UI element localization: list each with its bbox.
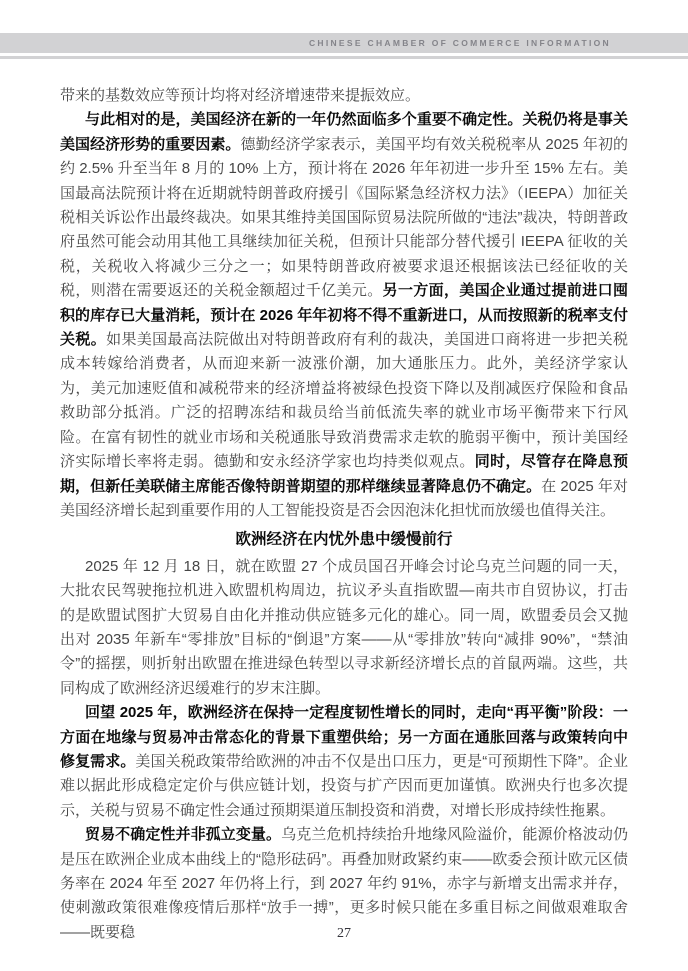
document-body: [60, 84, 628, 945]
text-run: 带来的基数效应等预计均将对经济增速带来提振效应。: [60, 87, 421, 104]
text-run: 如果美国最高法院做出对特朗普政府有利的裁决，美国进口商将进一步把关税成本转嫁给消费者，从而迎来新一波涨价潮，加大通胀压力。此外，美经济学家认为，美元加速贬值和减税带来的经济增益将被绿色投资下降以及削减医疗保险和食品救助部分抵消。广泛的招聘冻结和裁员给当前低流失率的就业市场平衡带来下行风险。在富有韧性的就业市场和关税通胀导致消费需求走软的脆弱平衡中，预计美国经济实际增长率将走弱。德勤和安永经济学家也均持类似观点。: [60, 331, 628, 471]
paragraph: [60, 701, 628, 823]
paragraph: [60, 555, 628, 701]
paragraph: [60, 108, 628, 523]
bold-text-run: 另一方面，美国企业通过提前进口囤积的库存已大量消耗，预计在 2026 年年初将不得不重新进口，从而按照新的税率支付关税。: [60, 282, 628, 349]
page-footer: [0, 924, 688, 942]
text-run: 德勤经济学家表示，美国平均有效关税税率从 2025 年初的约 2.5% 升至当年 8 月的 10% 上方，预计将在 2026 年年初进一步升至 15% 左右。美国最高法院预计将在近期就特朗普政府援引《国际紧急经济权力法》（IEEPA）加征关税相关诉讼作出最终裁决。如果其维持美国国际贸易法院所做的“违法”裁决，特朗普政府虽然可能会动用其他工具继续加征关税，但预计只能部分替代援引 IEEPA 征收的关税，关税收入将减少三分之一；如果特朗普政府被要求退还根据该法已经征收的关税，则潜在需要返还的关税金额超过千亿美元。: [60, 135, 628, 300]
text-run: 美国关税政策带给欧洲的冲击不仅是出口压力，更是“可预期性下降”。企业难以据此形成稳定定价与供应链计划，投资与扩产因而更加谨慎。欧洲央行也多次提示，关税与贸易不确定性会通过预期渠道压制投资和消费，对增长形成持续性拖累。: [60, 752, 628, 819]
paragraph: [60, 84, 628, 108]
text-run: 2025 年 12 月 18 日，就在欧盟 27 个成员国召开峰会讨论乌克兰问题的同一天，大批农民驾驶拖拉机进入欧盟机构周边，抗议矛头直指欧盟—南共市自贸协议，打击的是欧盟试图扩大贸易自由化并推动供应链多元化的雄心。同一周，欧盟委员会又抛出对 2035 年新车“零排放”目标的“倒退”方案——从“零排放”转向“减排 90%”，“禁油令”的摇摆，则折射出欧盟在推进绿色转型以寻求新经济增长点的首鼠两端。这些，共同构成了欧洲经济迟缓难行的岁末注脚。: [60, 557, 628, 697]
text-run: 乌克兰危机持续抬升地缘风险溢价，能源价格波动仍是压在欧洲企业成本曲线上的“隐形砝码”。再叠加财政紧约束——欧委会预计欧元区债务率在 2024 年至 2027 年仍将上行，到 2027 年约 91%，赤字与新增支出需求并存，使刺激政策很难像疫情后那样“放手一搏”，更多时候只能在多重目标之间做艰难取舍——既要稳: [60, 826, 628, 941]
header-band-title: CHINESE CHAMBER OF COMMERCE INFORMATION: [308, 38, 611, 48]
header-rule: [0, 56, 688, 59]
page-number: 27: [337, 926, 351, 941]
bold-text-run: 贸易不确定性并非孤立变量。: [85, 826, 282, 844]
text-run: 在 2025 年对美国经济增长起到重要作用的人工智能投资是否会因泡沫化担忧而放缓也值得关注。: [60, 477, 628, 519]
bold-text-run: 与此相对的是，美国经济在新的一年仍然面临多个重要不确定性。关税仍将是事关美国经济形势的重要因素。: [60, 111, 628, 153]
bold-text-run: 同时，尽管存在降息预期，但新任美联储主席能否像特朗普期望的那样继续显著降息仍不确定。: [60, 453, 628, 495]
header-band: [0, 33, 688, 53]
section-heading: 欧洲经济在内忧外患中缓慢前行: [235, 531, 453, 549]
bold-text-run: 回望 2025 年，欧洲经济在保持一定程度韧性增长的同时，走向“再平衡”阶段：一方面在地缘与贸易冲击常态化的背景下重塑供给；另一方面在通胀回落与政策转向中修复需求。: [60, 704, 628, 770]
